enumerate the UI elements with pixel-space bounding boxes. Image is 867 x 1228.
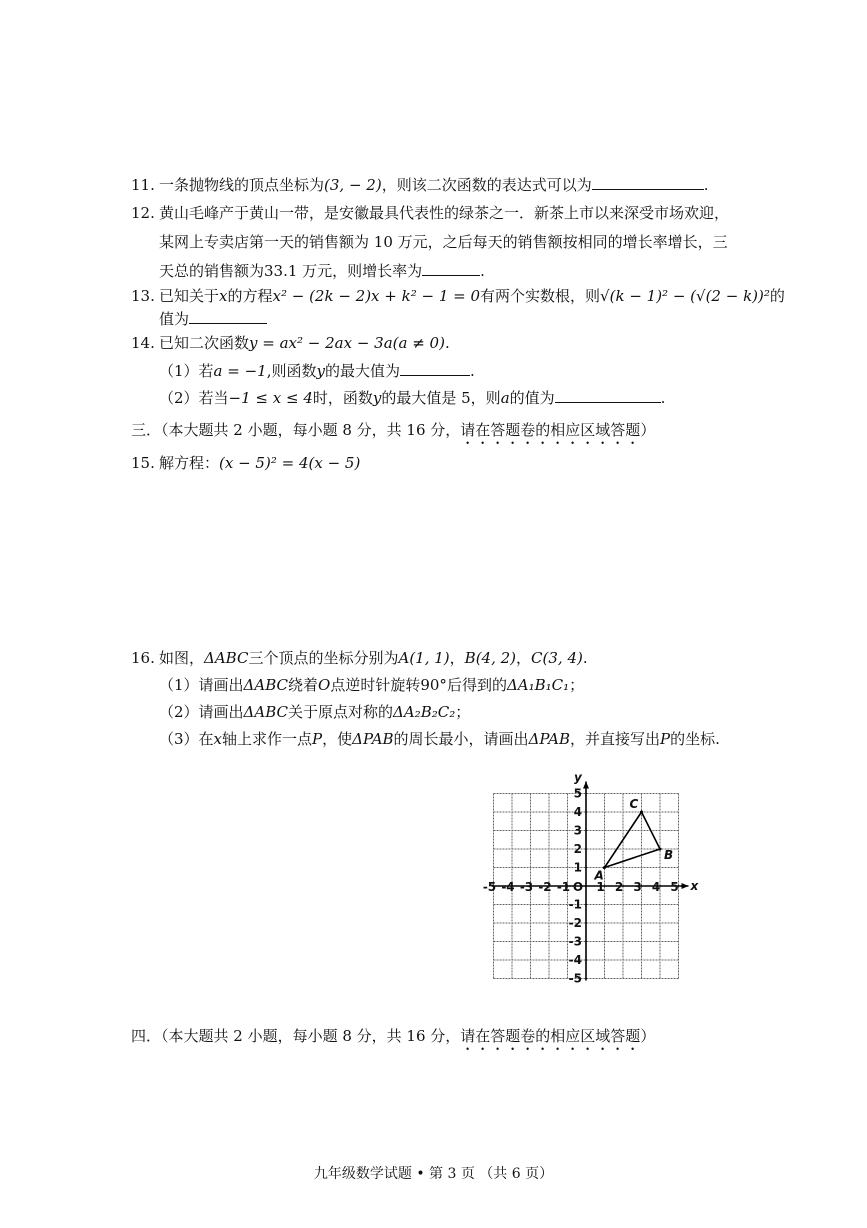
vertex-point (659, 848, 662, 851)
vertex-point (640, 811, 643, 814)
y-tick-label: -3 (568, 934, 582, 949)
x-tick-label: 2 (614, 880, 624, 894)
question-16-part1: （1）请画出ΔABC绕着O点逆时针旋转90°后得到的ΔA₁B₁C₁； (159, 676, 585, 694)
y-tick-label: -5 (568, 971, 582, 986)
question-16: 16. 如图，ΔABC三个顶点的坐标分别为A(1, 1)，B(4, 2)，C(3, 4). (131, 649, 588, 667)
question-16-part3: （3）在x轴上求作一点P，使ΔPAB的周长最小，请画出ΔPAB，并直接写出P的坐标. (159, 730, 720, 748)
question-12-line3: 天总的销售额为33.1 万元，则增长率为 . (159, 259, 485, 281)
x-tick-label: 3 (633, 880, 642, 894)
question-number: 14. (131, 334, 155, 352)
answer-blank[interactable] (555, 386, 661, 403)
equation: (x − 5)² = 4(x − 5) (219, 454, 361, 472)
origin-label: O (572, 880, 584, 894)
y-tick-label: 4 (573, 805, 582, 819)
page-footer: 九年级数学试题 • 第 3 页 （共 6 页） (313, 1166, 554, 1182)
vertex-label: B (664, 848, 674, 862)
question-16-part2: （2）请画出ΔABC关于原点对称的ΔA₂B₂C₂； (159, 703, 471, 721)
question-number: 12. (131, 204, 155, 222)
question-14: 14. 已知二次函数y = ax² − 2ax − 3a(a ≠ 0). (131, 334, 450, 352)
x-tick-label: -5 (482, 880, 497, 894)
question-12-line1: 12. 黄山毛峰产于黄山一带，是安徽最具代表性的绿茶之一．新茶上市以来深受市场欢迎， (131, 204, 730, 222)
question-number: 15. (131, 454, 155, 472)
question-11: 11. 一条抛物线的顶点坐标为(3, − 2)，则该二次函数的表达式可以为 . (131, 173, 708, 195)
question-15: 15. 解方程：(x − 5)² = 4(x − 5) (131, 454, 361, 472)
vertex-label: A (594, 868, 604, 883)
y-axis-label: y (574, 770, 582, 785)
x-tick-label: -1 (556, 880, 571, 894)
radical-expression: √(k − 1)² − (√(2 − k))² (600, 287, 770, 305)
y-tick-label: 2 (573, 842, 582, 856)
triangle-abc (605, 812, 661, 868)
emphasis-text: 请在答题卷的相应区域答题 (460, 421, 641, 439)
y-tick-label: -4 (568, 953, 582, 967)
y-tick-label: 3 (573, 823, 582, 838)
y-tick-label: -1 (568, 897, 582, 912)
y-tick-label: 1 (573, 860, 582, 875)
vertex-coords: (3, − 2) (324, 176, 382, 194)
y-tick-label: 5 (573, 786, 582, 801)
question-13: 13. 已知关于x的方程x² − (2k − 2)x + k² − 1 = 0有两个实数根，则√(k − 1)² − (√(2 − k))²的 (131, 287, 785, 305)
question-number: 13. (131, 287, 155, 305)
x-tick-label: 4 (651, 880, 661, 894)
question-13-line2: 值为 (159, 307, 267, 329)
x-tick-label: -2 (538, 880, 552, 894)
x-tick-label: -3 (519, 880, 534, 894)
question-12-line2: 某网上专卖店第一天的销售额为 10 万元，之后每天的销售额按相同的增长率增长，三 (159, 233, 728, 251)
x-tick-label: 1 (596, 880, 605, 894)
question-14-part1: （1）若a = −1,则函数y的最大值为 . (159, 359, 475, 381)
question-number: 16. (131, 649, 155, 667)
equation: x² − (2k − 2)x + k² − 1 = 0 (272, 287, 481, 305)
quadratic-function: y = ax² − 2ax − 3a(a ≠ 0) (249, 334, 445, 352)
y-tick-label: -2 (568, 916, 582, 930)
question-14-part2: （2）若当−1 ≤ x ≤ 4时，函数y的最大值是 5，则a的值为 . (159, 386, 665, 408)
answer-blank[interactable] (189, 307, 267, 324)
x-tick-label: -4 (501, 880, 515, 894)
answer-blank[interactable] (400, 359, 470, 376)
y-axis-arrow (583, 782, 589, 789)
x-axis-label: x (690, 879, 699, 893)
vertex-label: C (629, 797, 639, 811)
answer-blank[interactable] (422, 259, 480, 276)
section-3-header: 三．（本大题共 2 小题，每小题 8 分，共 16 分，请在答题卷的相应区域答题） (131, 421, 656, 439)
coordinate-grid-figure (482, 770, 699, 986)
section-4-header: 四．（本大题共 2 小题，每小题 8 分，共 16 分，请在答题卷的相应区域答题） (131, 1027, 656, 1045)
emphasis-text: 请在答题卷的相应区域答题 (460, 1027, 641, 1045)
x-tick-label: 5 (670, 880, 679, 894)
x-axis-arrow (682, 883, 689, 889)
question-number: 11. (131, 176, 155, 194)
answer-blank[interactable] (592, 173, 704, 190)
